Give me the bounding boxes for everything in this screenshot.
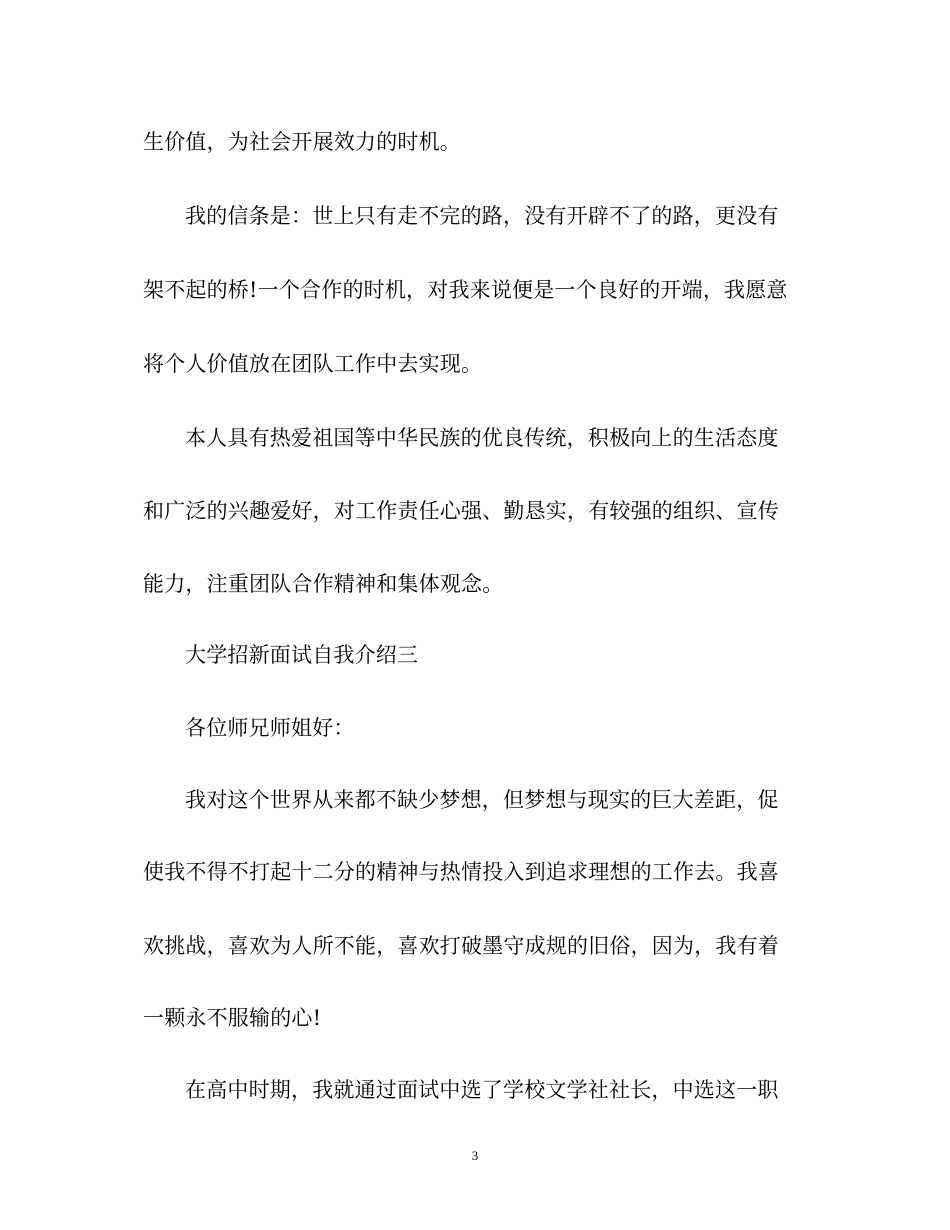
text-line: 在高中时期，我就通过面试中选了学校文学社社长，中选这一职: [185, 1078, 779, 1102]
section-heading: 大学招新面试自我介绍三: [185, 643, 419, 667]
greeting-line: 各位师兄师姐好：: [185, 716, 355, 740]
page-number: 3: [471, 1148, 479, 1163]
text-line: 欢挑战，喜欢为人所不能，喜欢打破墨守成规的旧俗，因为，我有着: [143, 934, 779, 958]
text-line: 能力，注重团队合作精神和集体观念。: [143, 572, 504, 596]
text-line: 使我不得不打起十二分的精神与热情投入到追求理想的工作去。我喜: [143, 860, 779, 884]
text-line: 生价值，为社会开展效力的时机。: [143, 130, 461, 154]
text-line: 一颗永不服输的心!: [143, 1006, 322, 1030]
text-line: 我的信条是：世上只有走不完的路，没有开辟不了的路，更没有: [185, 204, 779, 228]
text-line: 本人具有热爱祖国等中华民族的优良传统，积极向上的生活态度: [185, 426, 779, 450]
text-line: 架不起的桥!一个合作的时机，对我来说便是一个良好的开端，我愿意: [143, 278, 788, 302]
text-line: 将个人价值放在团队工作中去实现。: [143, 352, 483, 376]
text-line: 和广泛的兴趣爱好，对工作责任心强、勤恳实，有较强的组织、宣传: [143, 499, 779, 523]
text-line: 我对这个世界从来都不缺少梦想，但梦想与现实的巨大差距，促: [185, 788, 779, 812]
